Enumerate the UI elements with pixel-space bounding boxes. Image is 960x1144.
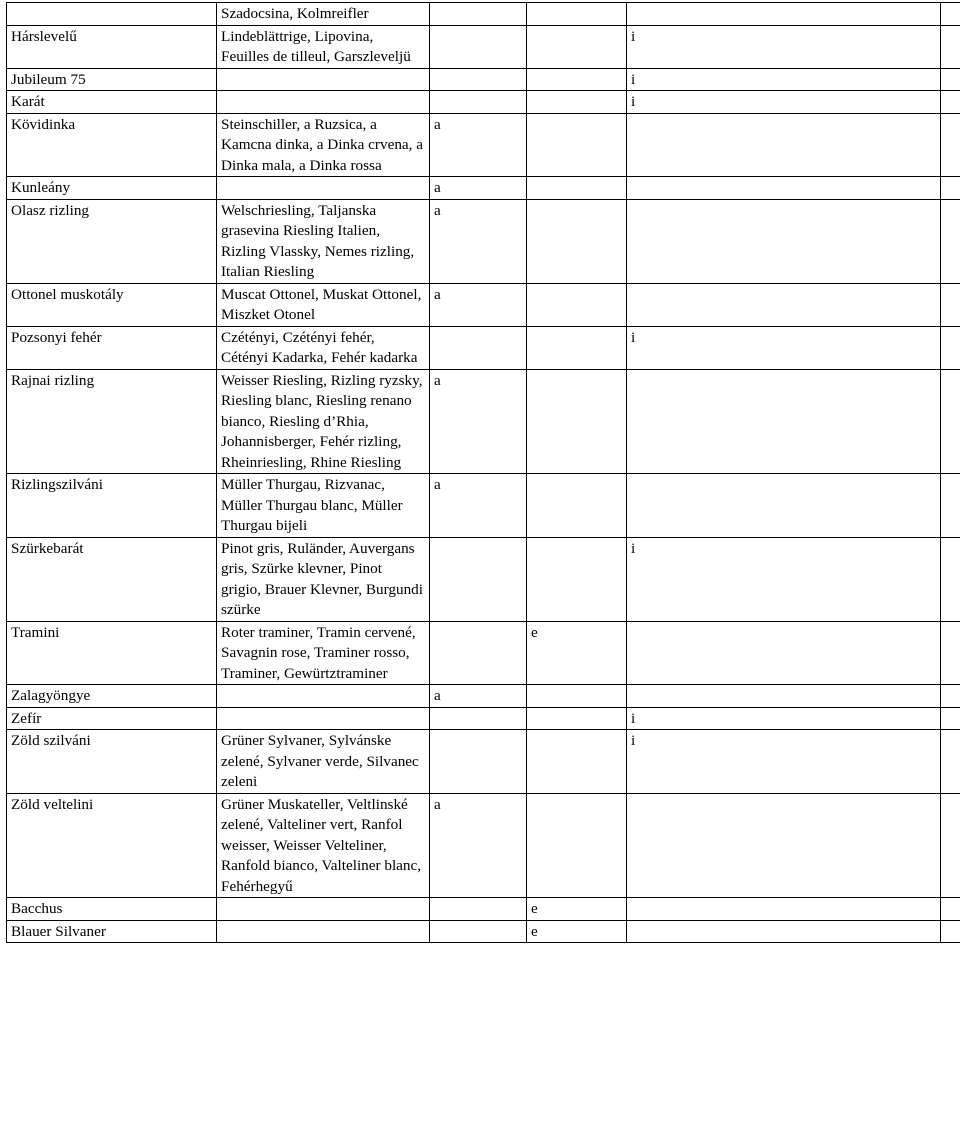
mark-a-cell: a [430, 177, 527, 200]
synonyms-cell [217, 898, 430, 921]
empty-cell [941, 621, 960, 685]
mark-i-cell [627, 898, 941, 921]
variety-name-cell: Zöld szilváni [7, 730, 217, 794]
mark-i-cell: i [627, 707, 941, 730]
mark-a-cell: a [430, 283, 527, 326]
mark-e-cell [527, 3, 627, 26]
mark-a-cell: a [430, 369, 527, 474]
mark-e-cell [527, 113, 627, 177]
variety-name-cell: Ottonel muskotály [7, 283, 217, 326]
variety-name-cell: Olasz rizling [7, 199, 217, 283]
mark-i-cell: i [627, 68, 941, 91]
synonyms-cell: Grüner Muskateller, Veltlinské zelené, Valteliner vert, Ranfol weisser, Weisser Velteliner, Ranfold bianco, Valteliner blanc, Fehérhegyű [217, 793, 430, 898]
mark-e-cell [527, 25, 627, 68]
empty-cell [941, 707, 960, 730]
grape-table-body [7, 3, 960, 943]
mark-i-cell [627, 621, 941, 685]
table-row [7, 707, 960, 730]
synonyms-cell: Szadocsina, Kolmreifler [217, 3, 430, 26]
variety-name-cell [7, 3, 217, 26]
synonyms-cell: Müller Thurgau, Rizvanac, Müller Thurgau blanc, Müller Thurgau bijeli [217, 474, 430, 538]
variety-name-cell: Kunleány [7, 177, 217, 200]
mark-e-cell: e [527, 621, 627, 685]
variety-name-cell: Karát [7, 91, 217, 114]
table-row [7, 369, 960, 474]
table-row [7, 621, 960, 685]
mark-i-cell [627, 920, 941, 943]
mark-a-cell [430, 326, 527, 369]
table-row [7, 326, 960, 369]
mark-a-cell: a [430, 199, 527, 283]
mark-i-cell [627, 474, 941, 538]
variety-name-cell: Szürkebarát [7, 537, 217, 621]
synonyms-cell: Czétényi, Czétényi fehér, Cétényi Kadarka, Fehér kadarka [217, 326, 430, 369]
synonyms-cell: Roter traminer, Tramin cervené, Savagnin rose, Traminer rosso, Traminer, Gewürtztraminer [217, 621, 430, 685]
mark-i-cell [627, 369, 941, 474]
empty-cell [941, 537, 960, 621]
mark-e-cell [527, 199, 627, 283]
mark-i-cell: i [627, 326, 941, 369]
table-row [7, 3, 960, 26]
empty-cell [941, 793, 960, 898]
empty-cell [941, 369, 960, 474]
variety-name-cell: Zalagyöngye [7, 685, 217, 708]
table-row [7, 793, 960, 898]
table-row [7, 474, 960, 538]
grape-variety-table [6, 2, 960, 943]
empty-cell [941, 113, 960, 177]
mark-a-cell [430, 68, 527, 91]
table-row [7, 177, 960, 200]
mark-a-cell [430, 730, 527, 794]
table-row [7, 537, 960, 621]
synonyms-cell [217, 920, 430, 943]
variety-name-cell: Rizlingszilváni [7, 474, 217, 538]
mark-a-cell [430, 3, 527, 26]
mark-a-cell [430, 91, 527, 114]
mark-i-cell [627, 685, 941, 708]
empty-cell [941, 326, 960, 369]
synonyms-cell [217, 177, 430, 200]
mark-a-cell [430, 537, 527, 621]
mark-e-cell [527, 793, 627, 898]
mark-e-cell [527, 730, 627, 794]
mark-i-cell: i [627, 25, 941, 68]
mark-e-cell [527, 537, 627, 621]
synonyms-cell: Pinot gris, Ruländer, Auvergans gris, Szürke klevner, Pinot grigio, Brauer Klevner, Burgundi szürke [217, 537, 430, 621]
mark-i-cell [627, 199, 941, 283]
table-row [7, 730, 960, 794]
variety-name-cell: Pozsonyi fehér [7, 326, 217, 369]
synonyms-cell [217, 91, 430, 114]
mark-i-cell [627, 177, 941, 200]
synonyms-cell [217, 68, 430, 91]
mark-e-cell [527, 326, 627, 369]
mark-e-cell: e [527, 920, 627, 943]
mark-a-cell: a [430, 474, 527, 538]
variety-name-cell: Hárslevelű [7, 25, 217, 68]
synonyms-cell: Grüner Sylvaner, Sylvánske zelené, Sylvaner verde, Silvanec zeleni [217, 730, 430, 794]
variety-name-cell: Zöld veltelini [7, 793, 217, 898]
empty-cell [941, 177, 960, 200]
synonyms-cell: Muscat Ottonel, Muskat Ottonel, Miszket Otonel [217, 283, 430, 326]
empty-cell [941, 920, 960, 943]
table-row [7, 25, 960, 68]
variety-name-cell: Blauer Silvaner [7, 920, 217, 943]
mark-i-cell: i [627, 91, 941, 114]
mark-e-cell [527, 91, 627, 114]
mark-a-cell [430, 920, 527, 943]
variety-name-cell: Bacchus [7, 898, 217, 921]
mark-e-cell: e [527, 898, 627, 921]
empty-cell [941, 685, 960, 708]
empty-cell [941, 68, 960, 91]
table-row [7, 113, 960, 177]
table-row [7, 685, 960, 708]
mark-a-cell: a [430, 685, 527, 708]
mark-e-cell [527, 369, 627, 474]
mark-i-cell [627, 793, 941, 898]
empty-cell [941, 730, 960, 794]
empty-cell [941, 25, 960, 68]
mark-a-cell: a [430, 113, 527, 177]
mark-i-cell: i [627, 537, 941, 621]
table-row [7, 898, 960, 921]
mark-e-cell [527, 68, 627, 91]
mark-e-cell [527, 474, 627, 538]
synonyms-cell [217, 685, 430, 708]
synonyms-cell: Welschriesling, Taljanska grasevina Riesling Italien, Rizling Vlassky, Nemes rizling, Italian Riesling [217, 199, 430, 283]
empty-cell [941, 283, 960, 326]
empty-cell [941, 199, 960, 283]
table-row [7, 199, 960, 283]
empty-cell [941, 898, 960, 921]
synonyms-cell: Steinschiller, a Ruzsica, a Kamcna dinka, a Dinka crvena, a Dinka mala, a Dinka rossa [217, 113, 430, 177]
mark-e-cell [527, 283, 627, 326]
mark-i-cell [627, 113, 941, 177]
mark-i-cell [627, 3, 941, 26]
mark-i-cell: i [627, 730, 941, 794]
variety-name-cell: Zefír [7, 707, 217, 730]
table-row [7, 283, 960, 326]
table-row [7, 68, 960, 91]
empty-cell [941, 3, 960, 26]
empty-cell [941, 91, 960, 114]
synonyms-cell: Lindeblättrige, Lipovina, Feuilles de tilleul, Garszleveljü [217, 25, 430, 68]
variety-name-cell: Tramini [7, 621, 217, 685]
mark-a-cell [430, 25, 527, 68]
table-row [7, 920, 960, 943]
mark-e-cell [527, 707, 627, 730]
mark-e-cell [527, 177, 627, 200]
mark-a-cell [430, 621, 527, 685]
variety-name-cell: Jubileum 75 [7, 68, 217, 91]
synonyms-cell: Weisser Riesling, Rizling ryzsky, Riesling blanc, Riesling renano bianco, Riesling d’Rhia, Johannisberger, Fehér rizling, Rheinriesling, Rhine Riesling [217, 369, 430, 474]
variety-name-cell: Kövidinka [7, 113, 217, 177]
mark-a-cell: a [430, 793, 527, 898]
mark-e-cell [527, 685, 627, 708]
mark-i-cell [627, 283, 941, 326]
variety-name-cell: Rajnai rizling [7, 369, 217, 474]
mark-a-cell [430, 898, 527, 921]
table-row [7, 91, 960, 114]
mark-a-cell [430, 707, 527, 730]
synonyms-cell [217, 707, 430, 730]
empty-cell [941, 474, 960, 538]
